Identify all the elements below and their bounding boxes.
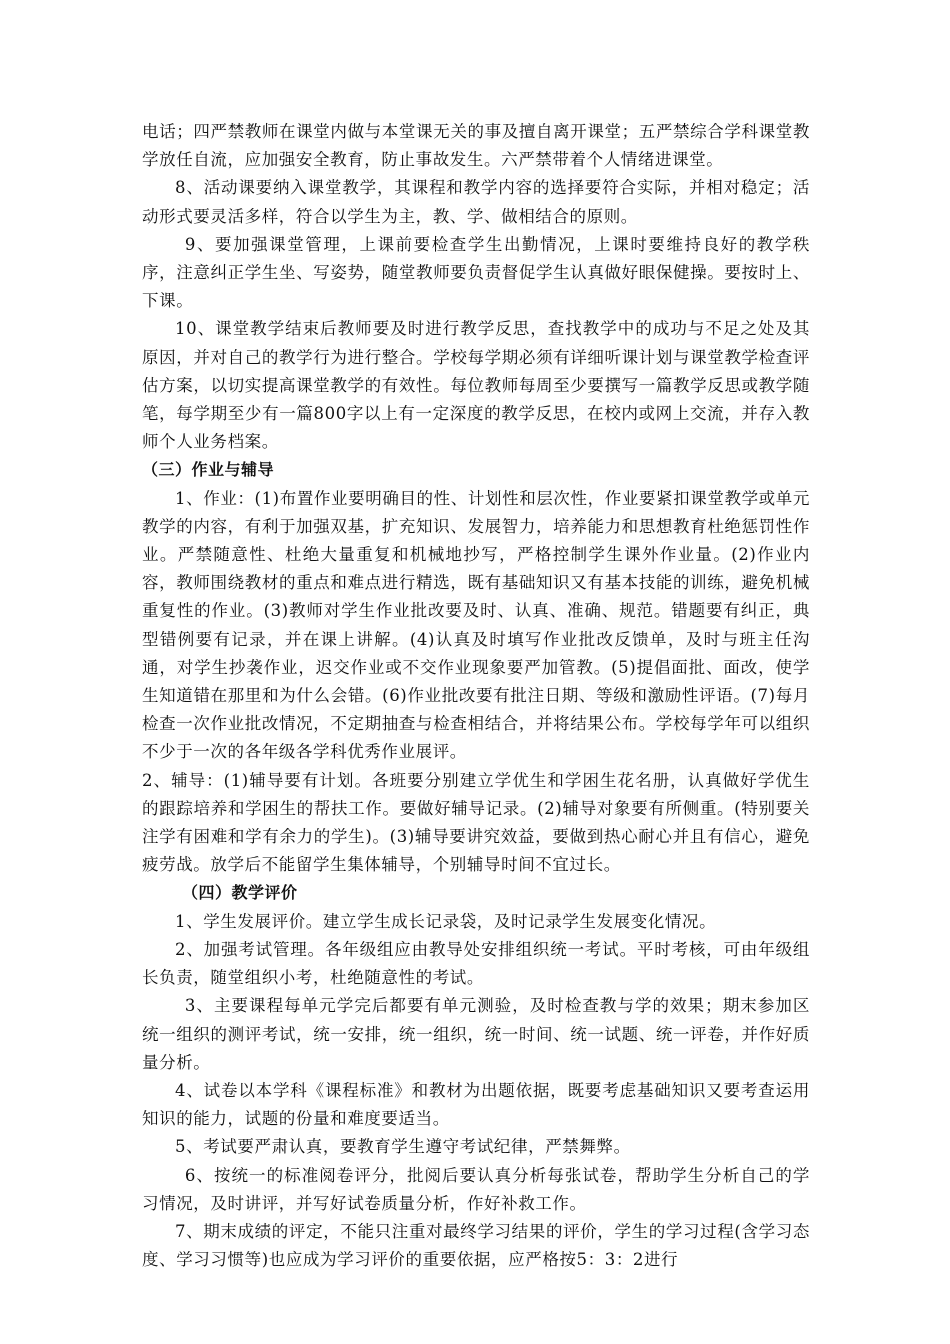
paragraph-eval-6: 6、按统一的标准阅卷评分，批阅后要认真分析每张试卷，帮助学生分析自己的学习情况，及时讲评，并写好试卷质量分析，作好补救工作。 [142, 1165, 810, 1213]
paragraph-homework: 1、作业：(1)布置作业要明确目的性、计划性和层次性，作业要紧扣课堂教学或单元教学的内容，有利于加强双基，扩充知识、发展智力，培养能力和思想教育杜绝惩罚性作业。严禁随意性、杜绝大量重复和机械地抄写，严格控制学生课外作业量。(2)作业内容，教师围绕教材的重点和难点进行精选，既有基础知识又有基本技能的训练，避免机械重复性的作业。(3)教师对学生作业批改要及时、认真、准确、规范。错题要有纠正，典型错例要有记录，并在课上讲解。(4)认真及时填写作业批改反馈单，及时与班主任沟通，对学生抄袭作业，迟交作业或不交作业现象要严加管教。(5)提倡面批、面改，使学生知道错在那里和为什么会错。(6)作业批改要有批注日期、等级和激励性评语。(7)每月检查一次作业批改情况，不定期抽查与检查相结合，并将结果公布。学校每学年可以组织不少于一次的各年级各学科优秀作业展评。 [142, 488, 810, 762]
paragraph-eval-3: 3、主要课程每单元学完后都要有单元测验，及时检查教与学的效果；期末参加区统一组织的测评考试，统一安排，统一组织，统一时间、统一试题、统一评卷，并作好质量分析。 [142, 996, 810, 1072]
paragraph-eval-7: 7、期末成绩的评定，不能只注重对最终学习结果的评价，学生的学习过程(含学习态度、学习习惯等)也应成为学习评价的重要依据，应严格按5：3：2进行 [142, 1221, 810, 1270]
document-page [142, 118, 810, 1274]
paragraph-tutoring: 2、辅导：(1)辅导要有计划。各班要分别建立学优生和学困生花名册，认真做好学优生的跟踪培养和学困生的帮扶工作。要做好辅导记录。(2)辅导对象要有所侧重。(特别要关注学有困难和学有余力的学生)。(3)辅导要讲究效益，要做到热心耐心并且有信心，避免疲劳战。放学后不能留学生集体辅导，个别辅导时间不宜过长。 [142, 770, 810, 875]
section-heading-homework: （三）作业与辅导 [142, 460, 275, 480]
paragraph-eval-2: 2、加强考试管理。各年级组应由教导处安排组织统一考试。平时考核，可由年级组长负责，随堂组织小考，杜绝随意性的考试。 [142, 939, 810, 988]
paragraph-item-8: 8、活动课要纳入课堂教学，其课程和教学内容的选择要符合实际，并相对稳定；活动形式要灵活多样，符合以学生为主，教、学、做相结合的原则。 [142, 178, 810, 226]
paragraph-eval-5: 5、考试要严肃认真，要教育学生遵守考试纪律，严禁舞弊。 [175, 1137, 631, 1157]
paragraph-item-10: 10、课堂教学结束后教师要及时进行教学反思，查找教学中的成功与不足之处及其原因，并对自己的教学行为进行整合。学校每学期必须有详细听课计划与课堂教学检查评估方案，以切实提高课堂教学的有效性。每位教师每周至少要撰写一篇教学反思或教学随笔，每学期至少有一篇800字以上有一定深度的教学反思，在校内或网上交流，并存入教师个人业务档案。 [142, 319, 810, 452]
paragraph-item-9: 9、要加强课堂管理，上课前要检查学生出勤情况，上课时要维持良好的教学秩序，注意纠正学生坐、写姿势，随堂教师要负责督促学生认真做好眼保健操。要按时上、下课。 [142, 234, 810, 311]
paragraph-eval-4: 4、试卷以本学科《课程标准》和教材为出题依据，既要考虑基础知识又要考查运用知识的能力，试题的份量和难度要适当。 [142, 1080, 810, 1129]
paragraph-eval-1: 1、学生发展评价。建立学生成长记录袋，及时记录学生发展变化情况。 [175, 911, 717, 931]
paragraph-continuation: 电话；四严禁教师在课堂内做与本堂课无关的事及擅自离开课堂；五严禁综合学科课堂教学放任自流，应加强安全教育，防止事故发生。六严禁带着个人情绪进课堂。 [142, 122, 810, 170]
section-heading-evaluation: （四）教学评价 [182, 883, 298, 903]
